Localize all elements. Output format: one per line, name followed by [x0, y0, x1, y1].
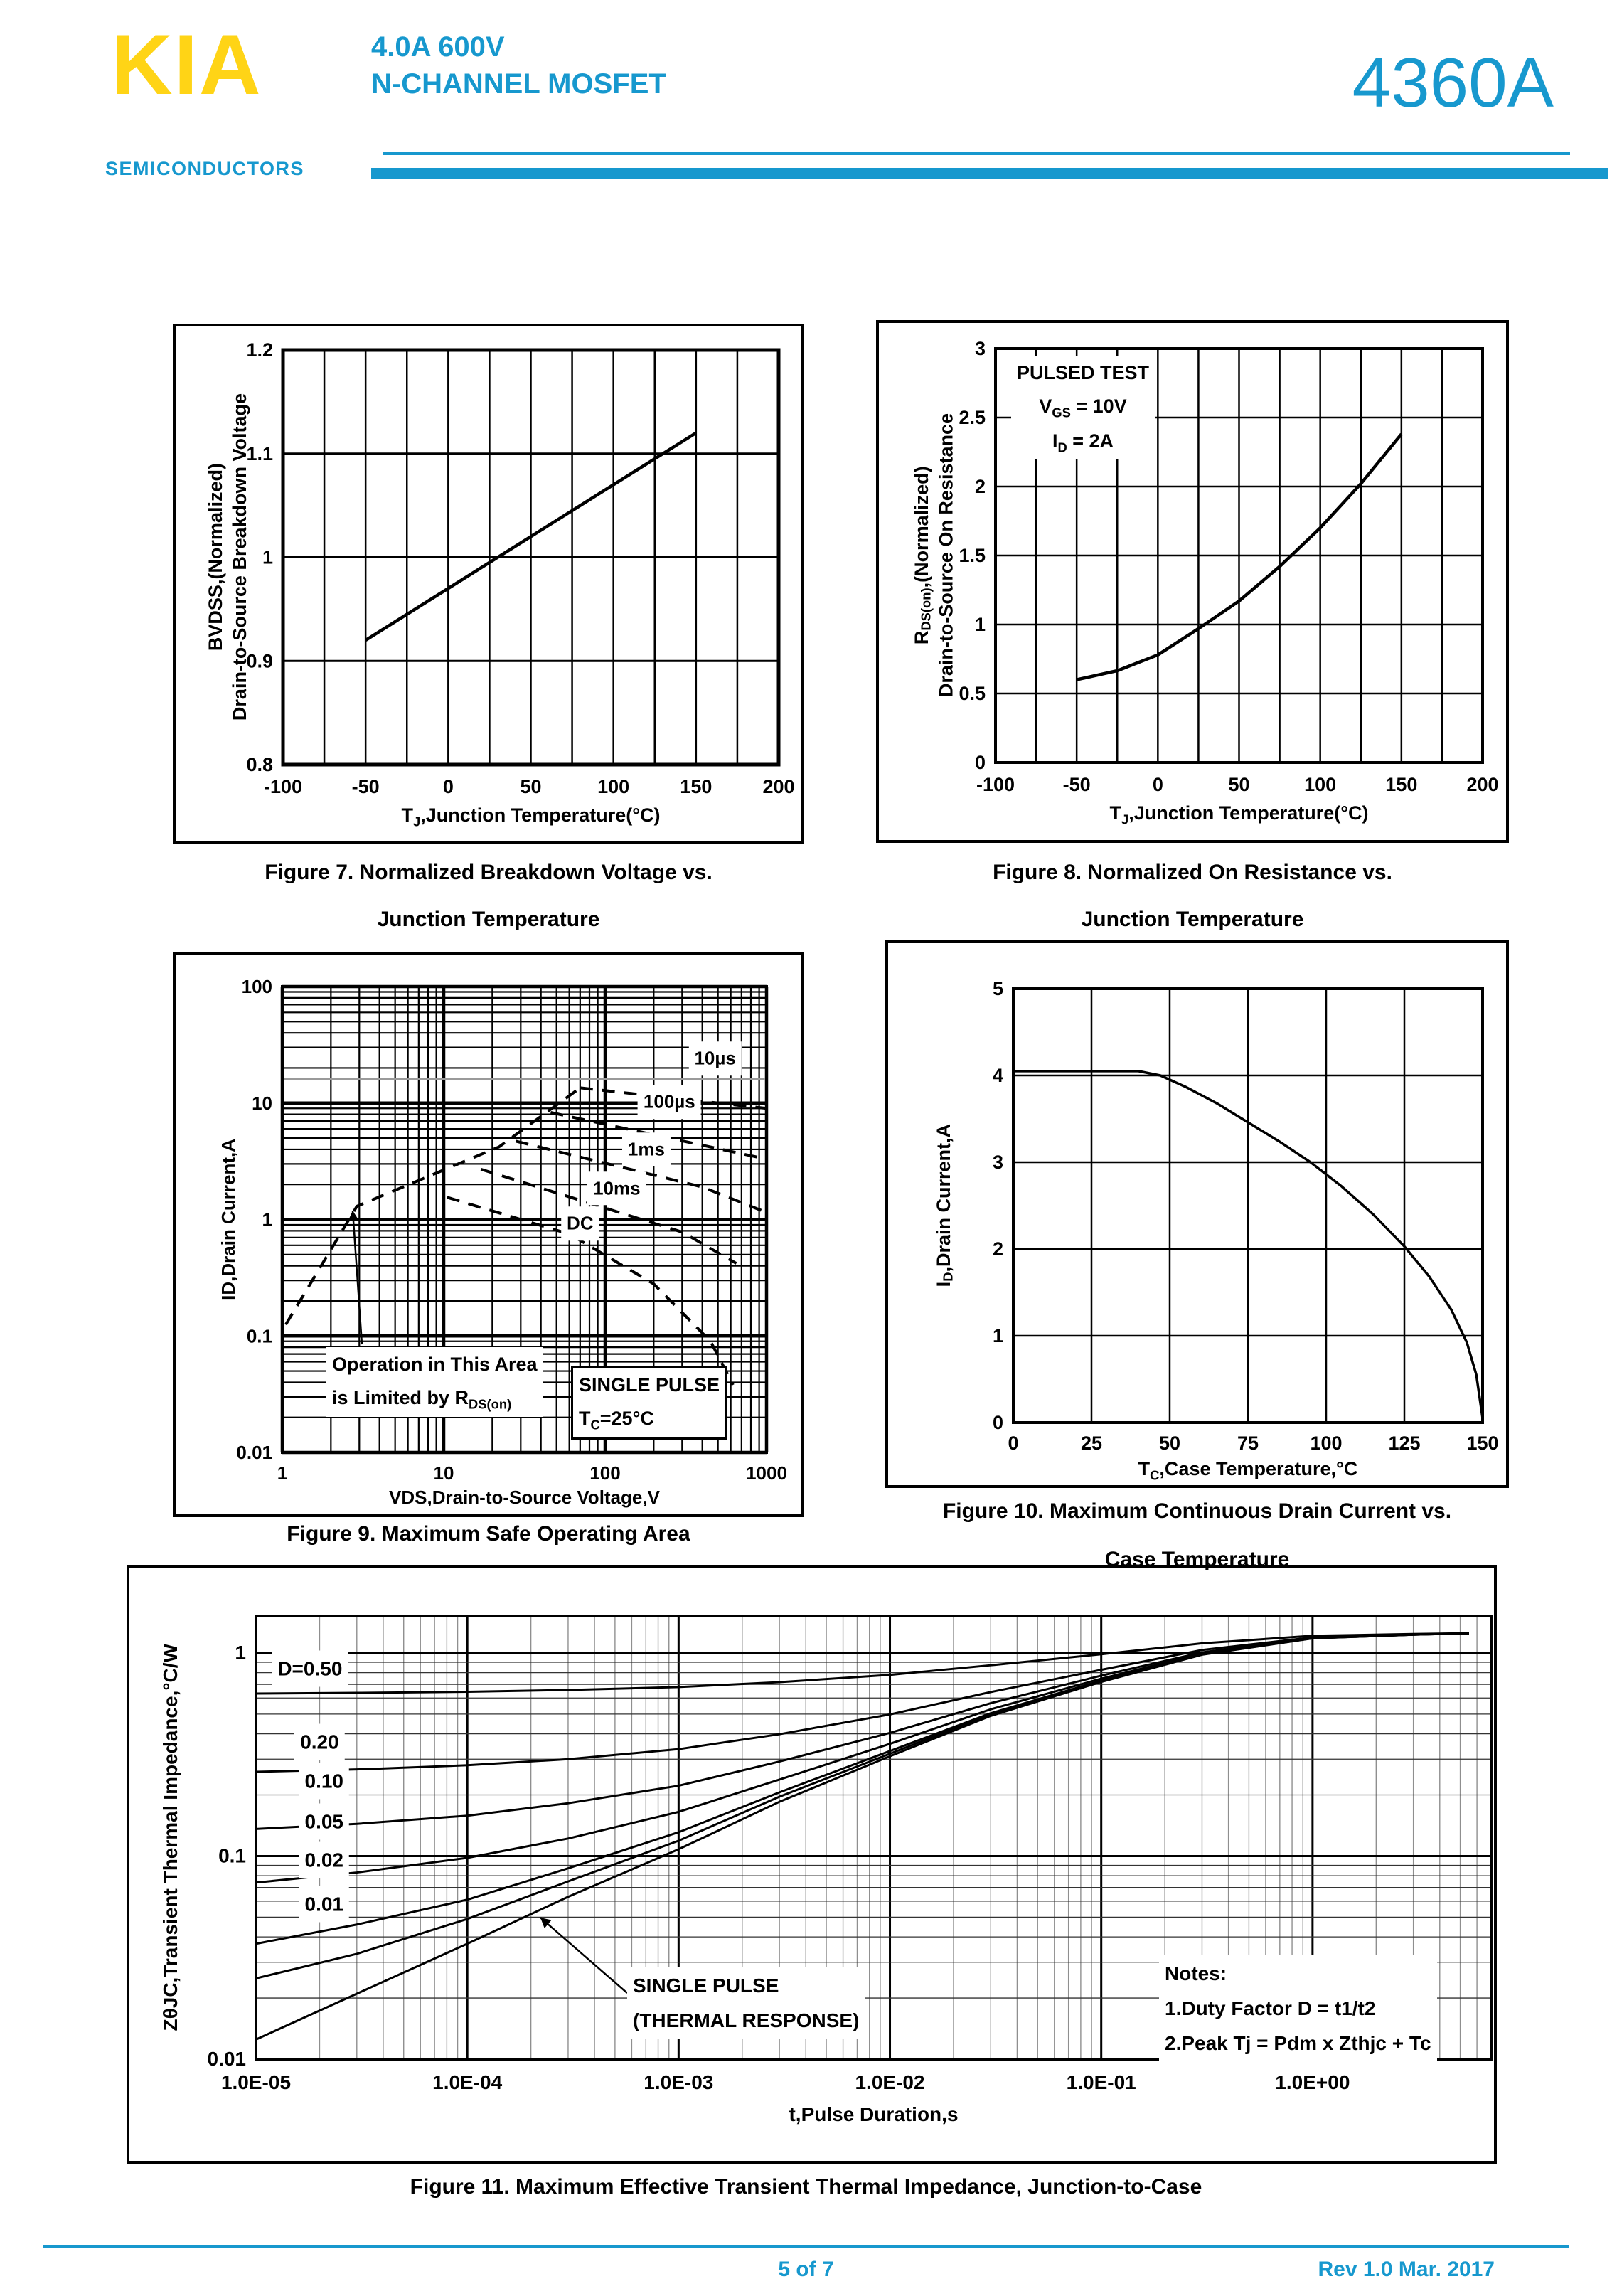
x-tick-label: 1.0E-05 [220, 2071, 292, 2093]
x-tick-label: 100 [1310, 1433, 1343, 1454]
kia-logo-subtitle: SEMICONDUCTORS [105, 158, 305, 179]
chart-annotation: Operation in This Area is Limited by $R_{DS(on)}$ [326, 1347, 543, 1417]
revision-label: Rev 1.0 Mar. 2017 [1318, 2258, 1495, 2281]
x-tick-label: 50 [1158, 1433, 1181, 1454]
x-tick-label: 200 [1466, 774, 1499, 795]
chart-annotation: Notes: 1.Duty Factor D = t1/t2 2.Peak Tj = Pdm x Zthjc + Tc [1159, 1955, 1437, 2061]
x-tick-label: 1.0E-04 [432, 2071, 503, 2093]
x-tick-label: 10 [433, 1462, 454, 1484]
y-tick-label: 0 [992, 1412, 1003, 1433]
y-tick-label: 1 [262, 1208, 272, 1231]
figure7-caption-line2: Junction Temperature [377, 908, 600, 931]
y-tick-label: 0.1 [218, 1844, 246, 1867]
y-axis-title: ID,Drain Current,A [218, 1139, 239, 1300]
chart-annotation: PULSED TEST $V_{GS} = 10V$ $I_D = 2A$ [1011, 356, 1155, 459]
series-rdson-limit-line [286, 1088, 580, 1324]
chart-annotation: DC [561, 1207, 599, 1241]
x-tick-label: 1.0E-02 [855, 2071, 925, 2093]
x-tick-label: 0 [442, 776, 454, 797]
chart-annotation: SINGLE PULSE $T_C=25^\circ C$ [571, 1366, 727, 1440]
chart-annotation: 10µs [688, 1042, 741, 1076]
figure10-caption-line1: Figure 10. Maximum Continuous Drain Current vs. [942, 1499, 1452, 1523]
y-tick-label: 100 [241, 976, 272, 997]
chart-canvas [888, 943, 1506, 1485]
chart-annotation: 0.20 [294, 1723, 345, 1760]
figure10-drain-current-chart [885, 940, 1509, 1488]
x-axis-title: $T_C,Case$ Temperature,°C [1138, 1458, 1358, 1483]
x-tick-label: 150 [680, 776, 712, 797]
figure8-on-resistance-chart [876, 320, 1509, 843]
y-tick-label: 0.1 [246, 1325, 272, 1347]
y-tick-label: 5 [992, 978, 1003, 999]
y-tick-label: 1.5 [959, 545, 986, 566]
y-tick-label: 1 [992, 1325, 1003, 1346]
x-tick-label: 150 [1466, 1433, 1499, 1454]
series-duty-0.01 [256, 1633, 1469, 1978]
x-axis-title: $T_J,Junction$ Temperature(°C) [401, 804, 661, 829]
product-title-line1: 4.0A 600V [371, 31, 505, 63]
chart-annotation: 100µs [638, 1085, 701, 1120]
chart-annotation: 1ms [622, 1132, 671, 1166]
x-tick-label: 1.0E-01 [1066, 2071, 1136, 2093]
y-axis-title: ZθJC,Transient Thermal Impedance,°C/W [159, 1644, 181, 2031]
x-tick-label: 0 [1152, 774, 1163, 795]
figure11-caption: Figure 11. Maximum Effective Transient Thermal Impedance, Junction-to-Case [410, 2175, 1202, 2199]
x-tick-label: 150 [1385, 774, 1418, 795]
x-tick-label: -50 [351, 776, 380, 797]
x-tick-label: -100 [976, 774, 1015, 795]
x-tick-label: 1.0E-03 [644, 2071, 714, 2093]
figure9-caption: Figure 9. Maximum Safe Operating Area [287, 1522, 690, 1546]
y-tick-label: 0.01 [207, 2048, 246, 2070]
chart-annotation: 10ms [587, 1171, 646, 1206]
series-duty-0.20 [256, 1633, 1469, 1772]
x-tick-label: 50 [1228, 774, 1250, 795]
x-axis-title: t,Pulse Duration,s [789, 2103, 959, 2125]
x-tick-label: -100 [263, 776, 303, 797]
figure7-breakdown-voltage-chart [173, 324, 804, 844]
x-tick-label: 0 [1008, 1433, 1019, 1454]
y-tick-label: 1 [974, 614, 986, 635]
header-rule-thin [383, 152, 1570, 155]
y-tick-label: 0 [974, 752, 986, 773]
y-tick-label: 0.9 [246, 650, 273, 672]
x-tick-label: 100 [589, 1462, 621, 1484]
y-axis-title: BVDSS,(Normalized) Drain-to-Source Breakdown Voltage [205, 393, 250, 721]
chart-canvas [879, 323, 1506, 840]
y-tick-label: 3 [992, 1152, 1003, 1173]
chart-annotation: SINGLE PULSE (THERMAL RESPONSE) [627, 1967, 865, 2039]
chart-annotation: 0.10 [299, 1763, 350, 1799]
y-tick-label: 1 [262, 546, 273, 568]
header-rule-thick [371, 168, 1608, 179]
y-tick-label: 0.01 [236, 1442, 272, 1463]
page-number: 5 of 7 [778, 2258, 834, 2281]
figure8-caption-line2: Junction Temperature [1081, 908, 1304, 931]
chart-annotation: D=0.50 [272, 1650, 348, 1686]
y-tick-label: 2.5 [959, 407, 986, 428]
x-tick-label: 1.0E+00 [1275, 2071, 1350, 2093]
figure10-caption-line2: Case Temperature [1104, 1548, 1290, 1571]
y-tick-label: 4 [992, 1065, 1003, 1086]
y-tick-label: 1 [235, 1641, 246, 1664]
y-tick-label: 1.1 [246, 442, 273, 464]
figure8-caption-line1: Figure 8. Normalized On Resistance vs. [993, 861, 1392, 884]
kia-logo: KIA [111, 17, 262, 112]
y-axis-title: $R_{DS(on)},(Normalized)$ Drain-to-Source On Resistance [911, 413, 957, 698]
y-tick-label: 0.5 [959, 683, 986, 704]
series-duty-0.05 [256, 1633, 1469, 1883]
figure11-thermal-impedance-chart [127, 1565, 1497, 2164]
figure9-safe-operating-area-chart [173, 952, 804, 1517]
y-tick-label: 2 [992, 1238, 1003, 1260]
x-tick-label: 25 [1080, 1433, 1103, 1454]
figure7-caption-line1: Figure 7. Normalized Breakdown Voltage vs. [265, 861, 712, 884]
x-tick-label: 200 [762, 776, 795, 797]
x-tick-label: 1000 [746, 1462, 787, 1484]
chart-annotation: 0.05 [299, 1803, 350, 1839]
x-tick-label: 1 [277, 1462, 288, 1484]
y-tick-label: 2 [974, 476, 986, 497]
y-tick-label: 3 [974, 338, 986, 359]
x-tick-label: 125 [1388, 1433, 1421, 1454]
y-tick-label: 0.8 [246, 754, 273, 775]
footer-rule [43, 2245, 1569, 2248]
x-tick-label: 75 [1237, 1433, 1259, 1454]
x-tick-label: -50 [1062, 774, 1091, 795]
chart-annotation: 0.02 [299, 1841, 350, 1878]
series-duty-0.02 [256, 1633, 1469, 1944]
chart-canvas [176, 326, 801, 841]
product-title-line2: N-CHANNEL MOSFET [371, 68, 666, 100]
y-tick-label: 1.2 [246, 339, 273, 361]
x-tick-label: 100 [1304, 774, 1337, 795]
part-number: 4360A [1352, 43, 1554, 122]
chart-annotation: 0.01 [299, 1886, 350, 1923]
x-axis-title: $T_J,Junction$ Temperature(°C) [1109, 802, 1369, 827]
y-axis-title: $I_D,Drain$ Current,A [933, 1124, 956, 1287]
x-axis-title: VDS,Drain-to-Source Voltage,V [389, 1487, 660, 1508]
x-tick-label: 100 [597, 776, 630, 797]
x-tick-label: 50 [520, 776, 542, 797]
y-tick-label: 10 [252, 1092, 272, 1114]
